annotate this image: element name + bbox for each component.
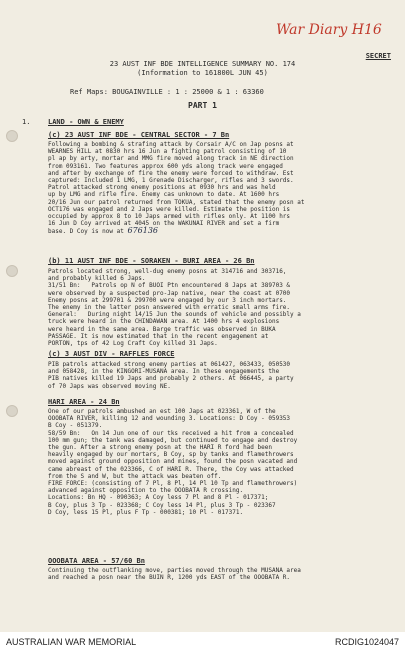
- record-id: RCDIG1024047: [334, 637, 399, 647]
- hari-area-text: One of our patrols ambushed an est 100 Japs at 023361, W of the OOOBATA RIVER, killing 12 and wounding 3. Locations: D Coy - 059353 B Coy - 051379. 58/59 Bn: On 14 Jun one of our tks received a hit from a concealed 100 mm gun; the tank was damaged, but continued to engage and destroy the gun. After a strong enemy posn at the HARI R ford had been heavily engaged by our mortars, B Coy, sp by tanks and flamethrowers moved against ground opposition and mines, found the posn vacated and came abreast of the 023366, C of HARI R. There, the Coy was attacked from the S and W, but the attack was beaten off. FIRE FORCE: (consisting of 7 Pl, 8 Pl, 14 Pl 10 Tp and flamethrowers) advanced against opposition to the OOOBATA R crossing. Locations: Bn HQ - 090363; A Coy less 7 Pl and 8 Pl - 017371; B Coy, plus 3 Tp - 023368; C Coy less 14 Pl, plus 3 Tp - 023367 D Coy, less 15 Pl, plus F Tp - 000381; 10 Pl - 017371.: [48, 408, 298, 516]
- handwritten-note: War Diary H16: [276, 22, 382, 38]
- soraken-heading: (b) 11 AUST INF BDE - SORAKEN - BURI AREA - 26 Bn: [48, 257, 255, 265]
- hari-area-heading: HARI AREA - 24 Bn: [48, 398, 120, 406]
- archive-footer: [0, 632, 405, 653]
- ref-maps: Ref Maps: BOUGAINVILLE : 1 : 25000 & 1 : 63360: [70, 88, 264, 96]
- punch-hole: [6, 130, 18, 142]
- punch-hole: [6, 405, 18, 417]
- section-number: 1.: [22, 118, 31, 126]
- soraken-text: Patrols located strong, well-dug enemy posns at 314716 and 303716, and probably killed 6 Japs. 31/51 Bn: Patrols op N of BUOI Ptn encountered 8 Japs at 389703 & were observed by a suspected pro-Jap native, near the coast at 0700 Enemy posns at 299701 & 299700 were engaged by our 3 inch mortars. The enemy in the latter posn answered with erratic small arms fire. General: During night 14/15 Jun the sounds of vehicle and possibly a truck were heard in the CHINDAWAN area. At 1400 hrs 4 explosions were heard in the same area. Barge traffic was observed in BUKA PASSAGE. It is now estimated that in the recent engagement at PORTON, tps of 42 Log Craft Coy killed 31 Japs.: [48, 268, 301, 348]
- summary-subtitle: (Information to 161800L JUN 45): [137, 69, 268, 77]
- raffles-force-text: PIB patrols attacked strong enemy parties at 061427, 063433, 050530 and 058428, in the KINGORI-MUSANA area. In these engagements the PIB natives killed 19 Japs and probably 2 others. At 066445, a party of 70 Japs was observed moving NE.: [48, 361, 294, 390]
- central-sector-text: [48, 141, 388, 236]
- oobata-area-text: Continuing the outflanking move, parties moved through the MUSANA area and reached a posn near the BUIN R, 1200 yds EAST of the OOOBATA R.: [48, 567, 301, 582]
- archive-name: AUSTRALIAN WAR MEMORIAL: [6, 637, 137, 647]
- handwritten-coordinate: 676136: [127, 226, 159, 236]
- classification-label: SECRET: [365, 52, 391, 60]
- raffles-force-heading: (c) 3 AUST DIV - RAFFLES FORCE: [48, 350, 175, 358]
- central-sector-body: Following a bombing & strafing attack by Corsair A/C on Jap posns at WEARNES HILL at 0830 hrs 16 Jun a fighting patrol consisting of 10 pl ap by arty, mortar and MMG fire moved along track in NE direction from 093161. Two features approx 600 yds along track were engaged and after by exchange of fire the enemy were forced to withdraw. Est captured: Included 1 LMG, 1 Grenade Discharger, rifles and 3 swords. Patrol attacked strong enemy positions at 0930 hrs and was held up by LMG and rifle fire. Enemy cas unknown to date. At 1600 hrs 20/16 Jun our patrol returned from TOKUA, stated that the enemy posn at OCT176 was engaged and 2 Japs were killed. Estimate the position is occupied by approx 8 to 10 Japs armed with rifles only. At 1100 hrs 16 Jun D Coy arrived at 4045 on the WAKUNAI RIVER and set a firm base. D Coy is now at: [48, 141, 305, 236]
- summary-title: 23 AUST INF BDE INTELLIGENCE SUMMARY NO. 174: [109, 60, 296, 68]
- punch-hole: [6, 265, 18, 277]
- central-sector-heading: (c) 23 AUST INF BDE - CENTRAL SECTOR - 7 Bn: [48, 131, 230, 139]
- land-heading: LAND - OWN & ENEMY: [48, 118, 124, 126]
- part-heading: PART 1: [188, 101, 217, 110]
- oobata-area-heading: OOOBATA AREA - 57/60 Bn: [48, 557, 145, 565]
